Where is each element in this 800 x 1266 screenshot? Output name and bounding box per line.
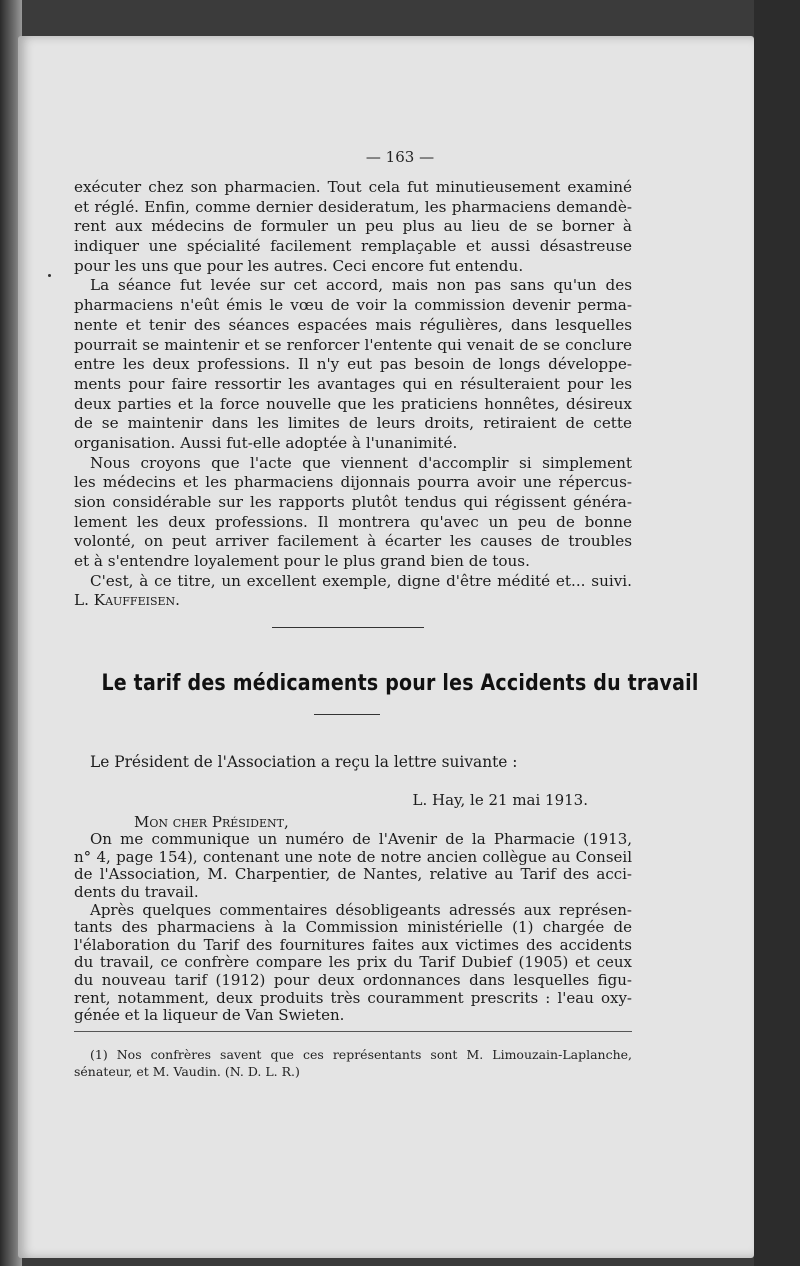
text-line: exécuter chez son pharmacien. Tout cela fut minutieusement examiné <box>74 178 632 196</box>
footnote-line: (1) Nos confrères savent que ces représentants sont M. Limouzain-Laplanche, <box>90 1047 632 1062</box>
text-line: volonté, on peut arriver facilement à écarter les causes de troubles <box>74 532 632 551</box>
section-divider <box>272 627 424 628</box>
first-section <box>74 178 632 611</box>
text-line: l'élaboration du Tarif des fournitures faites aux victimes des accidents <box>74 936 632 954</box>
text-line: La séance fut levée sur cet accord, mais non pas sans qu'un des <box>90 276 632 295</box>
text-line: pourrait se maintenir et se renforcer l'entente qui venait de se conclure <box>74 335 632 354</box>
text-line: pour les uns que pour les autres. Ceci encore fut entendu. <box>74 256 524 275</box>
text-line: deux parties et la force nouvelle que les praticiens honnêtes, désireux <box>74 394 632 413</box>
text-line: C'est, à ce titre, un excellent exemple, digne d'être médité et... suivi. <box>90 571 632 590</box>
salutation: Mon cher Président, <box>134 813 289 831</box>
text-line: indiquer une spécialité facilement remplaçable et aussi désastreuse <box>74 237 632 256</box>
text-line: tants des pharmaciens à la Commission ministérielle (1) chargée de <box>74 919 632 937</box>
text-line: rent, notamment, deux produits très couramment prescrits : l'eau oxy- <box>74 989 632 1007</box>
text-line: pharmaciens n'eût émis le vœu de voir la commission devenir perma- <box>74 296 632 315</box>
paragraph-2 <box>74 276 632 453</box>
signature: L. Kauffeisen. <box>74 591 180 610</box>
intro-line: Le Président de l'Association a reçu la lettre suivante : <box>90 754 518 771</box>
text-line: de se maintenir dans les limites de leurs droits, retiraient de cette <box>74 414 632 433</box>
text-line: lement les deux professions. Il montrera qu'avec un peu de bonne <box>74 512 632 531</box>
text-line: n° 4, page 154), contenant une note de notre ancien collègue au Conseil <box>74 848 632 866</box>
text-line: rent aux médecins de formuler un peu plus au lieu de se borner à <box>74 217 632 236</box>
scan-background-right <box>754 0 800 1266</box>
paragraph-1 <box>74 178 632 276</box>
dateline: L. Hay, le 21 mai 1913. <box>412 792 588 809</box>
footnote-separator <box>74 1031 632 1032</box>
text-line: entre les deux professions. Il n'y eut pas besoin de longs développe- <box>74 355 632 374</box>
paragraph-3 <box>74 454 632 572</box>
footnote <box>74 1046 632 1080</box>
footnote-line: sénateur, et M. Vaudin. (N. D. L. R.) <box>74 1064 300 1079</box>
text-line: génée et la liqueur de Van Swieten. <box>74 1007 345 1025</box>
text-line: organisation. Aussi fut-elle adoptée à l'unanimité. <box>74 433 458 452</box>
text-line: dents du travail. <box>74 883 199 901</box>
text-line: de l'Association, M. Charpentier, de Nantes, relative au Tarif des acci- <box>74 866 632 884</box>
text-line: Nous croyons que l'acte que viennent d'accomplir si simplement <box>90 453 632 472</box>
text-line: et réglé. Enfin, comme dernier desideratum, les pharmaciens demandè- <box>74 197 632 216</box>
text-line: On me communique un numéro de l'Avenir de la Pharmacie (1913, <box>90 831 632 849</box>
intro-line-block <box>74 754 632 772</box>
letter-paragraph-2 <box>74 902 632 1025</box>
letter-block <box>74 792 632 1025</box>
text-line: nente et tenir des séances espacées mais régulières, dans lesquelles <box>74 315 632 334</box>
heading-underline <box>314 714 380 715</box>
text-line: sion considérable sur les rapports plutôt tendus qui régissent généra- <box>74 493 632 511</box>
text-line: les médecins et les pharmaciens dijonnais pourra avoir une répercus- <box>74 473 632 492</box>
text-line: et à s'entendre loyalement pour le plus grand bien de tous. <box>74 552 530 571</box>
page-number: — 163 — <box>365 148 435 166</box>
text-line: du nouveau tarif (1912) pour deux ordonnances dans lesquelles figu- <box>74 971 632 989</box>
article-heading: Le tarif des médicaments pour les Accidents du travail <box>101 670 699 696</box>
letter-paragraph-1 <box>74 831 632 901</box>
text-line: du travail, ce confrère compare les prix du Tarif Dubief (1905) et ceux <box>74 954 632 972</box>
ink-speck <box>48 274 51 277</box>
text-line: ments pour faire ressortir les avantages qui en résulteraient pour les <box>74 374 632 393</box>
text-line: Après quelques commentaires désobligeants adressés aux représen- <box>90 901 632 919</box>
paragraph-4 <box>74 572 632 592</box>
